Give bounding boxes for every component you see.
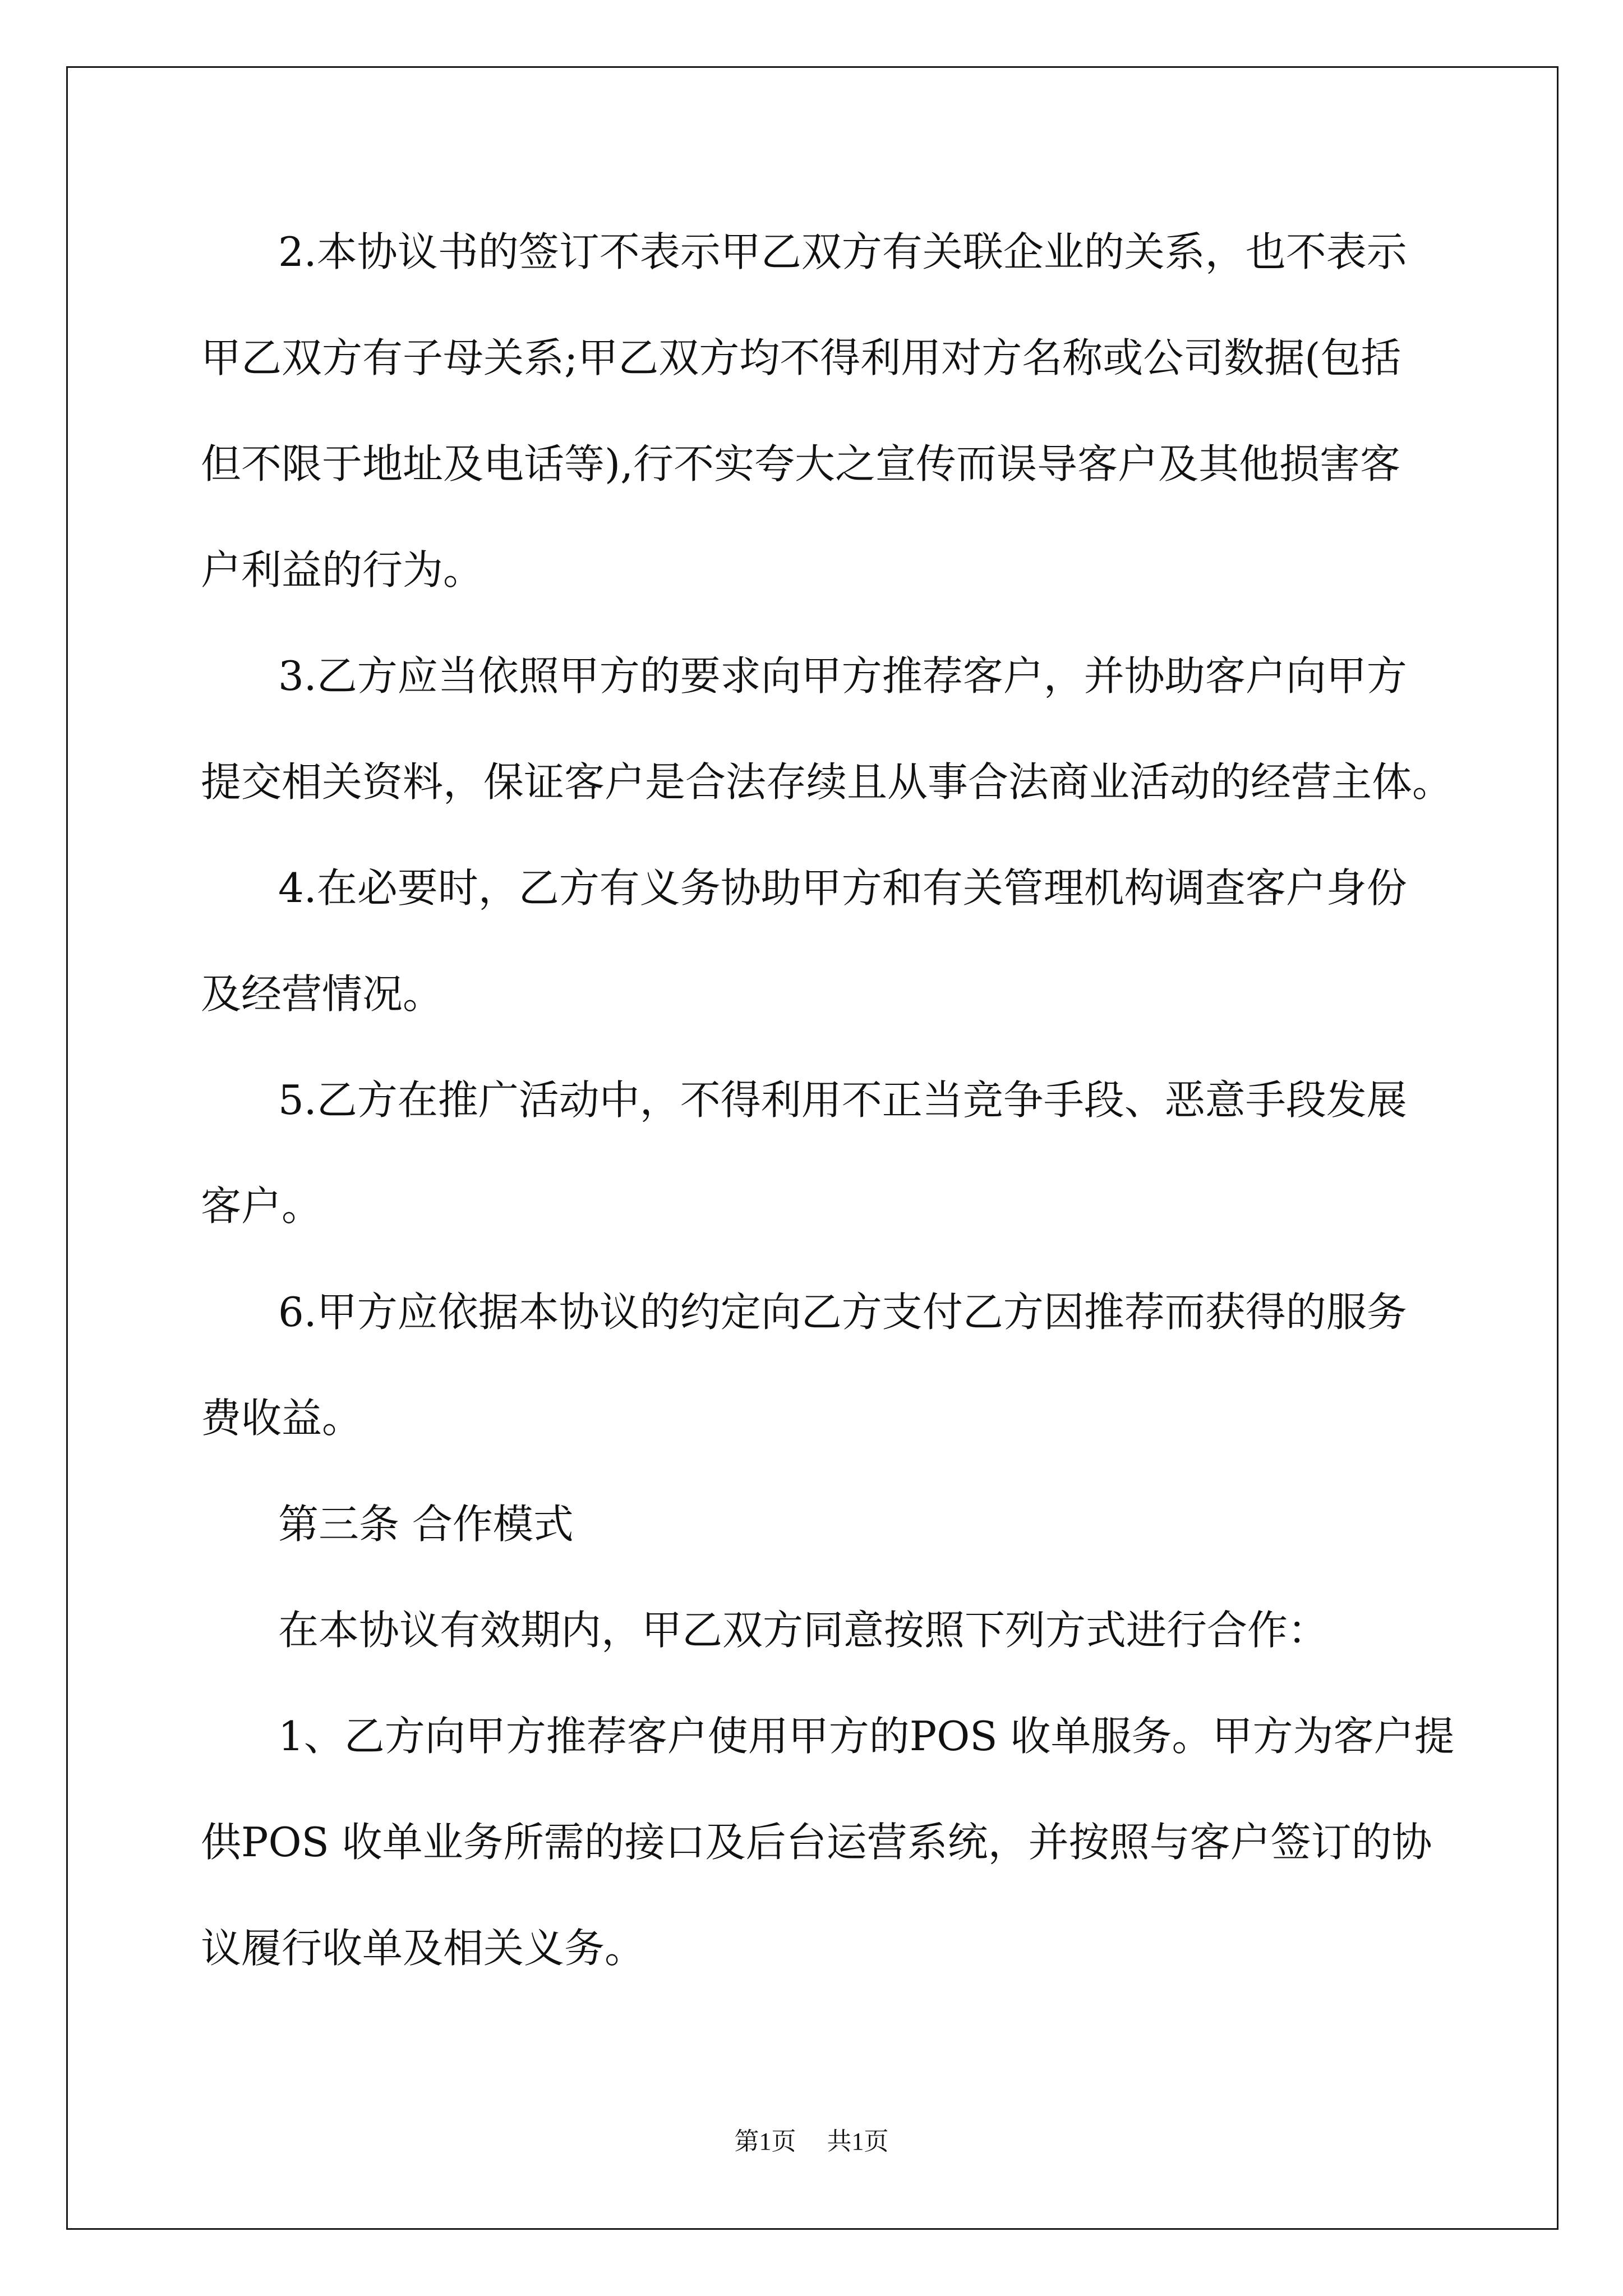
text-line: 客户。 [201,1182,322,1230]
section-title: 第三条 合作模式 [278,1501,574,1548]
text-line: 3.乙方应当依照甲方的要求向甲方推荐客户，并协助客户向甲方 [278,652,1407,700]
page-footer [0,2125,1623,2159]
paragraph-intro [201,1577,1536,1683]
text-line: 及经营情况。 [201,970,444,1018]
text-line: 6.甲方应依据本协议的约定向乙方支付乙方因推荐而获得的服务 [278,1289,1407,1336]
page-number: 第1页 [734,2128,796,2155]
paragraph-clause-5 [201,1047,1536,1259]
text-line: 2.本协议书的签订不表示甲乙双方有关联企业的关系，也不表示 [278,228,1407,275]
paragraph-clause-2 [201,199,1536,623]
text-line: 费收益。 [201,1395,363,1442]
paragraph-clause-6 [201,1259,1536,1471]
text-line: 户利益的行为。 [201,546,484,593]
text-line: 但不限于地址及电话等),行不实夸大之宣传而误导客户及其他损害客 [201,440,1400,487]
paragraph-clause-4 [201,835,1536,1047]
page-total: 共1页 [827,2128,889,2155]
text-line: 1、乙方向甲方推荐客户使用甲方的POS 收单服务。甲方为客户提 [278,1713,1455,1760]
text-line: 4.在必要时，乙方有义务协助甲方和有关管理机构调查客户身份 [278,864,1407,912]
text-line: 议履行收单及相关义务。 [201,1925,645,1972]
text-line: 提交相关资料，保证客户是合法存续且从事合法商业活动的经营主体。 [201,758,1453,806]
document-body [201,199,1536,2001]
text-line: 5.乙方在推广活动中，不得利用不正当竞争手段、恶意手段发展 [278,1076,1407,1124]
section-heading [201,1471,1536,1577]
text-line: 供POS 收单业务所需的接口及后台运营系统，并按照与客户签订的协 [201,1819,1432,1866]
text-line: 在本协议有效期内，甲乙双方同意按照下列方式进行合作： [278,1607,1329,1654]
text-line: 甲乙双方有子母关系;甲乙双方均不得利用对方名称或公司数据(包括 [201,334,1401,381]
paragraph-mode-1 [201,1683,1536,2001]
paragraph-clause-3 [201,623,1536,835]
